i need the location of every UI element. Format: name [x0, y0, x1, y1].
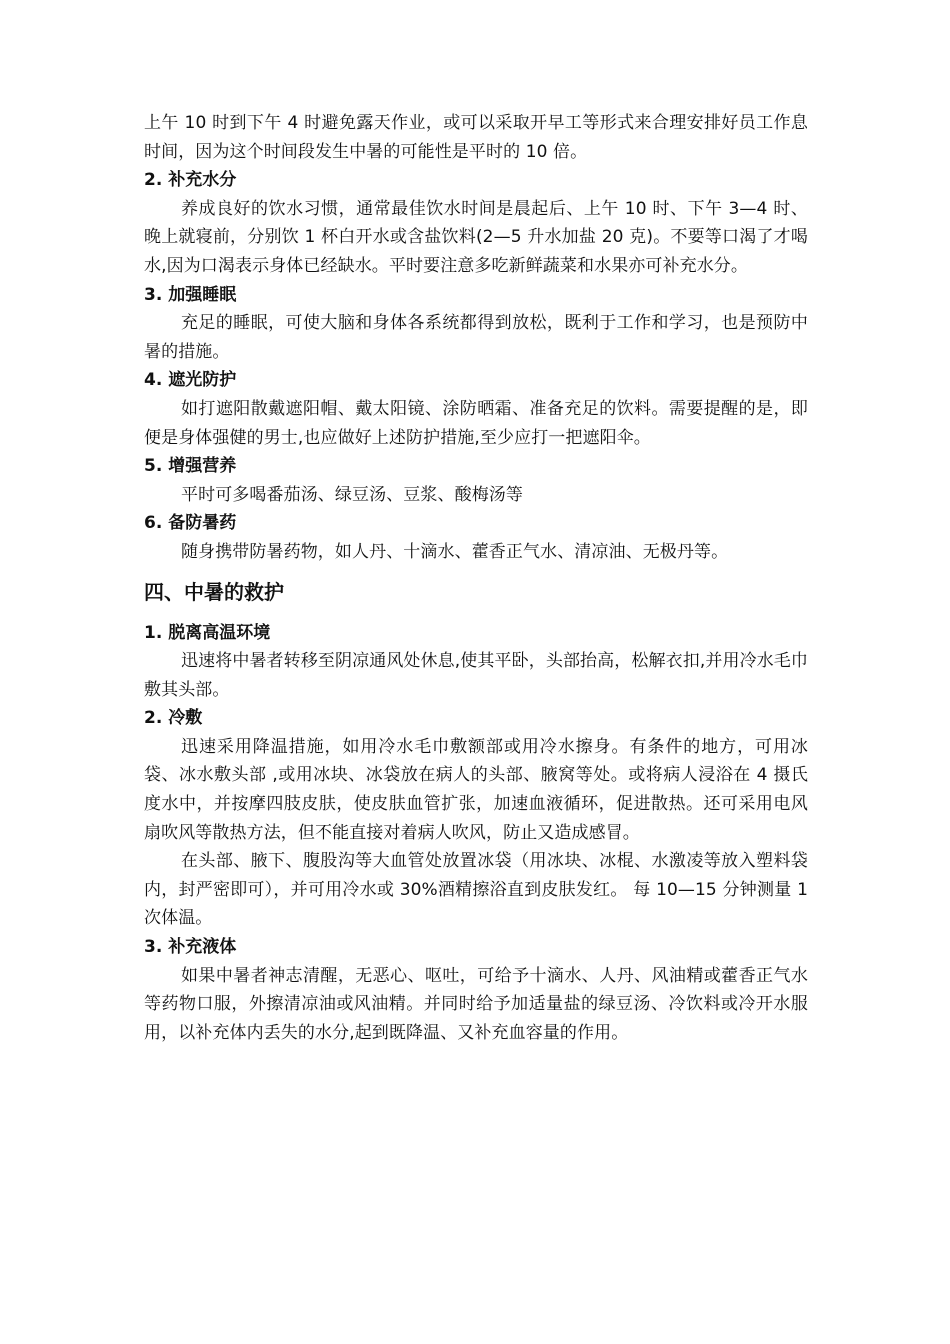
intro-paragraph: 上午 10 时到下午 4 时避免露天作业，或可以采取开早工等形式来合理安排好员工作息时间，因为这个时间段发生中暑的可能性是平时的 10 倍。 [144, 113, 808, 162]
paragraph-sleep: 充足的睡眠，可使大脑和身体各系统都得到放松，既利于工作和学习，也是预防中暑的措施。 [144, 313, 808, 362]
paragraph-cold-compress-2: 在头部、腋下、腹股沟等大血管处放置冰袋（用冰块、冰棍、水激凌等放入塑料袋内，封严密即可），并可用冷水或 30%酒精擦浴直到皮肤发红。 每 10—15 分钟测量 1 次体温。 [144, 851, 808, 929]
heading-nutrition: 5. 增强营养 [144, 456, 237, 477]
paragraph-cold-compress-1: 迅速采用降温措施，如用冷水毛巾敷额部或用冷水擦身。有条件的地方，可用冰袋、冰水敷头部 ,或用冰块、冰袋放在病人的头部、腋窝等处。或将病人浸浴在 4 摄氏度水中，并按摩四肢皮肤，使皮肤血管扩张，加速血液循环，促进散热。还可采用电风扇吹风等散热方法，但不能直接对着病人吹风，防止又造成感冒。 [144, 736, 808, 843]
document-page [144, 109, 808, 1047]
heading-hydration: 2. 补充水分 [144, 170, 237, 191]
heading-sleep: 3. 加强睡眠 [144, 284, 237, 305]
paragraph-fluids: 如果中暑者神志清醒，无恶心、呕吐，可给予十滴水、人丹、风油精或藿香正气水等药物口服，外擦清凉油或风油精。并同时给予加适量盐的绿豆汤、冷饮料或冷开水服用，以补充体内丢失的水分,起到既降温、又补充血容量的作用。 [144, 965, 808, 1043]
paragraph-leave-heat: 迅速将中暑者转移至阴凉通风处休息,使其平卧，头部抬高，松解衣扣,并用冷水毛巾敷其头部。 [144, 651, 808, 700]
paragraph-sun-protection: 如打遮阳散戴遮阳帽、戴太阳镜、涂防晒霜、准备充足的饮料。需要提醒的是，即便是身体强健的男士,也应做好上述防护措施,至少应打一把遮阳伞。 [144, 398, 808, 448]
paragraph-nutrition: 平时可多喝番茄汤、绿豆汤、豆浆、酸梅汤等 [181, 484, 523, 505]
heading-leave-heat: 1. 脱离高温环境 [144, 622, 271, 643]
section-heading-rescue: 四、中暑的救护 [144, 579, 284, 604]
paragraph-medicine: 随身携带防暑药物，如人丹、十滴水、藿香正气水、清凉油、无极丹等。 [181, 541, 729, 562]
paragraph-hydration: 养成良好的饮水习惯，通常最佳饮水时间是晨起后、上午 10 时、下午 3—4 时、晚上就寝前，分别饮 1 杯白开水或含盐饮料(2—5 升水加盐 20 克)。不要等口渴了才喝水,因为口渴表示身体已经缺水。平时要注意多吃新鲜蔬菜和水果亦可补充水分。 [144, 198, 808, 276]
heading-cold-compress: 2. 冷敷 [144, 708, 203, 729]
heading-fluids: 3. 补充液体 [144, 937, 237, 958]
heading-medicine: 6. 备防暑药 [144, 513, 237, 534]
heading-sun-protection: 4. 遮光防护 [144, 370, 237, 391]
